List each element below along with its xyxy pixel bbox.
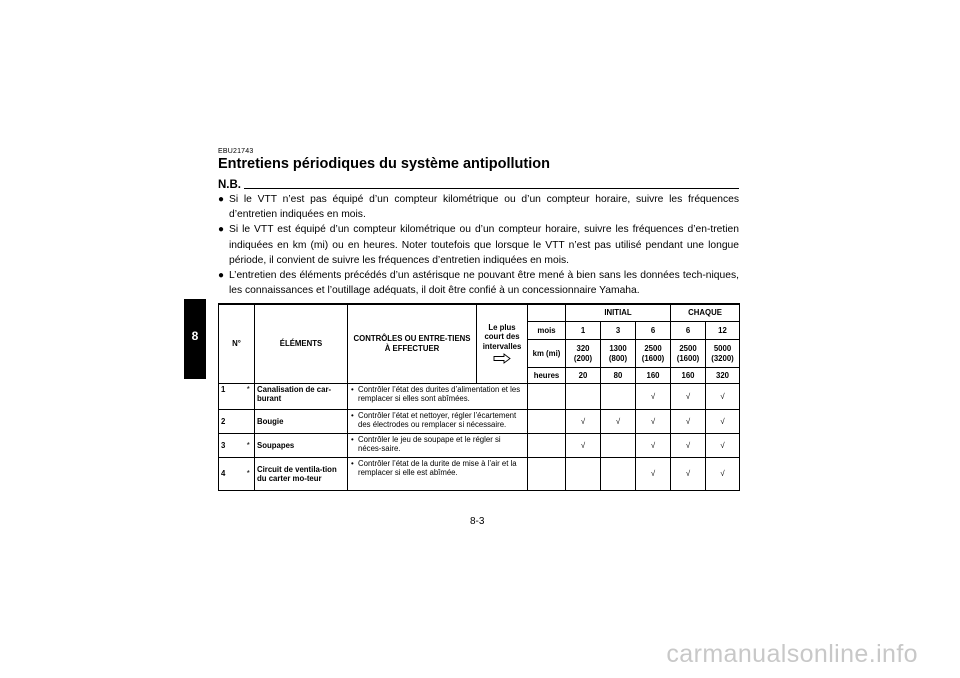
period-label-km: km (mi) [528, 340, 566, 368]
row-number: 1 [219, 384, 243, 410]
dot-icon: • [351, 435, 354, 444]
period-value: 320 (200) [566, 340, 601, 368]
check-mark: √ [636, 434, 671, 458]
check-mark [566, 458, 601, 491]
check-mark: √ [706, 434, 740, 458]
note-text: L’entretien des éléments précédés d’un astérisque ne pouvant être mené à bien sans les données tech-niques, les connaissances et l’outillage adéquats, il doit être confié à un concessionnaire Yamaha. [229, 270, 739, 297]
period-value: 320 [706, 368, 740, 384]
header-controls: CONTRÔLES OU ENTRE-TIENS À EFFECTUER [348, 304, 477, 384]
row-asterisk: * [243, 434, 255, 458]
period-value: 3 [601, 322, 636, 340]
check-mark: √ [671, 384, 706, 410]
check-mark [566, 384, 601, 410]
period-value: 5000 (3200) [706, 340, 740, 368]
row-blank [528, 434, 566, 458]
period-label-hours: heures [528, 368, 566, 384]
period-value: 160 [636, 368, 671, 384]
check-mark [601, 434, 636, 458]
check-mark: √ [706, 384, 740, 410]
row-asterisk: * [243, 384, 255, 410]
check-mark: √ [601, 410, 636, 434]
row-check-text: Contrôler l’état de la durite de mise à l’air et la remplacer si elle est abîmée. [358, 459, 517, 478]
check-mark: √ [671, 410, 706, 434]
page-number: 8-3 [470, 516, 485, 527]
row-element: Circuit de ventila-tion du carter mo-teur [255, 458, 348, 491]
header-interval [477, 304, 528, 384]
row-check-text: Contrôler l’état et nettoyer, régler l’écartement des électrodes ou remplacer si nécessaire. [358, 411, 517, 430]
period-value: 160 [671, 368, 706, 384]
period-value: 2500 (1600) [671, 340, 706, 368]
header-blank [528, 304, 566, 322]
period-value: 2500 (1600) [636, 340, 671, 368]
check-mark: √ [671, 458, 706, 491]
period-value: 12 [706, 322, 740, 340]
table-row [219, 384, 740, 410]
row-element: Bougie [255, 410, 348, 434]
note-header [218, 179, 739, 191]
note-text: Si le VTT n’est pas équipé d’un compteur kilométrique ou d’un compteur horaire, suivre les fréquences d’entretien indiquées en mois. [229, 194, 739, 221]
bullet-icon: ● [218, 270, 225, 282]
row-check [348, 410, 528, 434]
row-number: 2 [219, 410, 243, 434]
row-asterisk [243, 410, 255, 434]
check-mark: √ [636, 384, 671, 410]
header-elements: ÉLÉMENTS [255, 304, 348, 384]
bullet-icon: ● [218, 194, 225, 205]
header-number: N° [219, 304, 255, 384]
check-mark: √ [706, 458, 740, 491]
note-rule [244, 188, 739, 189]
row-element: Soupapes [255, 434, 348, 458]
table-row [219, 458, 740, 491]
chapter-number: 8 [191, 329, 199, 343]
period-value: 1300 (800) [601, 340, 636, 368]
check-mark: √ [706, 410, 740, 434]
header-interval-text: Le plus court des intervalles [482, 323, 522, 351]
note-block [218, 179, 739, 305]
note-item [218, 192, 739, 222]
row-check-text: Contrôler l’état des durites d’alimentation et les remplacer si elles sont abîmées. [358, 385, 521, 404]
row-check [348, 384, 528, 410]
section-code: EBU21743 [218, 148, 254, 155]
watermark: carmanualsonline.info [666, 640, 918, 668]
row-blank [528, 458, 566, 491]
note-text: Si le VTT est équipé d’un compteur kilométrique ou d’un compteur horaire, suivre les fréquences d’en-tretien indiquées en km (mi) ou en heures. Noter toutefois que lorsque le VTT n’est pas utilisé pendant une longue période, il convient de suivre les fréquences d’entretien indiquées en mois. [229, 224, 739, 266]
period-value: 1 [566, 322, 601, 340]
row-number: 4 [219, 458, 243, 491]
row-asterisk: * [243, 458, 255, 491]
table-row [219, 410, 740, 434]
table-row [219, 434, 740, 458]
check-mark: √ [636, 458, 671, 491]
row-check [348, 458, 528, 491]
right-arrow-outline-icon [493, 353, 511, 364]
dot-icon: • [351, 459, 354, 468]
period-value: 6 [636, 322, 671, 340]
dot-icon: • [351, 385, 354, 394]
check-mark: √ [566, 410, 601, 434]
maintenance-table [218, 303, 740, 491]
row-check [348, 434, 528, 458]
dot-icon: • [351, 411, 354, 420]
row-number: 3 [219, 434, 243, 458]
bullet-icon: ● [218, 224, 225, 236]
check-mark: √ [566, 434, 601, 458]
header-initial: INITIAL [566, 304, 671, 322]
row-check-text: Contrôler le jeu de soupape et le régler si néces-saire. [358, 435, 501, 454]
section-title: Entretiens périodiques du système antipollution [218, 156, 550, 172]
period-label-months: mois [528, 322, 566, 340]
row-blank [528, 384, 566, 410]
header-each: CHAQUE [671, 304, 740, 322]
period-value: 80 [601, 368, 636, 384]
check-mark: √ [671, 434, 706, 458]
row-element: Canalisation de car-burant [255, 384, 348, 410]
chapter-tab [184, 299, 206, 379]
row-blank [528, 410, 566, 434]
check-mark: √ [636, 410, 671, 434]
period-value: 6 [671, 322, 706, 340]
note-list [218, 192, 739, 298]
period-value: 20 [566, 368, 601, 384]
note-label: N.B. [218, 179, 241, 191]
check-mark [601, 384, 636, 410]
check-mark [601, 458, 636, 491]
note-item [218, 268, 739, 298]
note-item [218, 222, 739, 268]
